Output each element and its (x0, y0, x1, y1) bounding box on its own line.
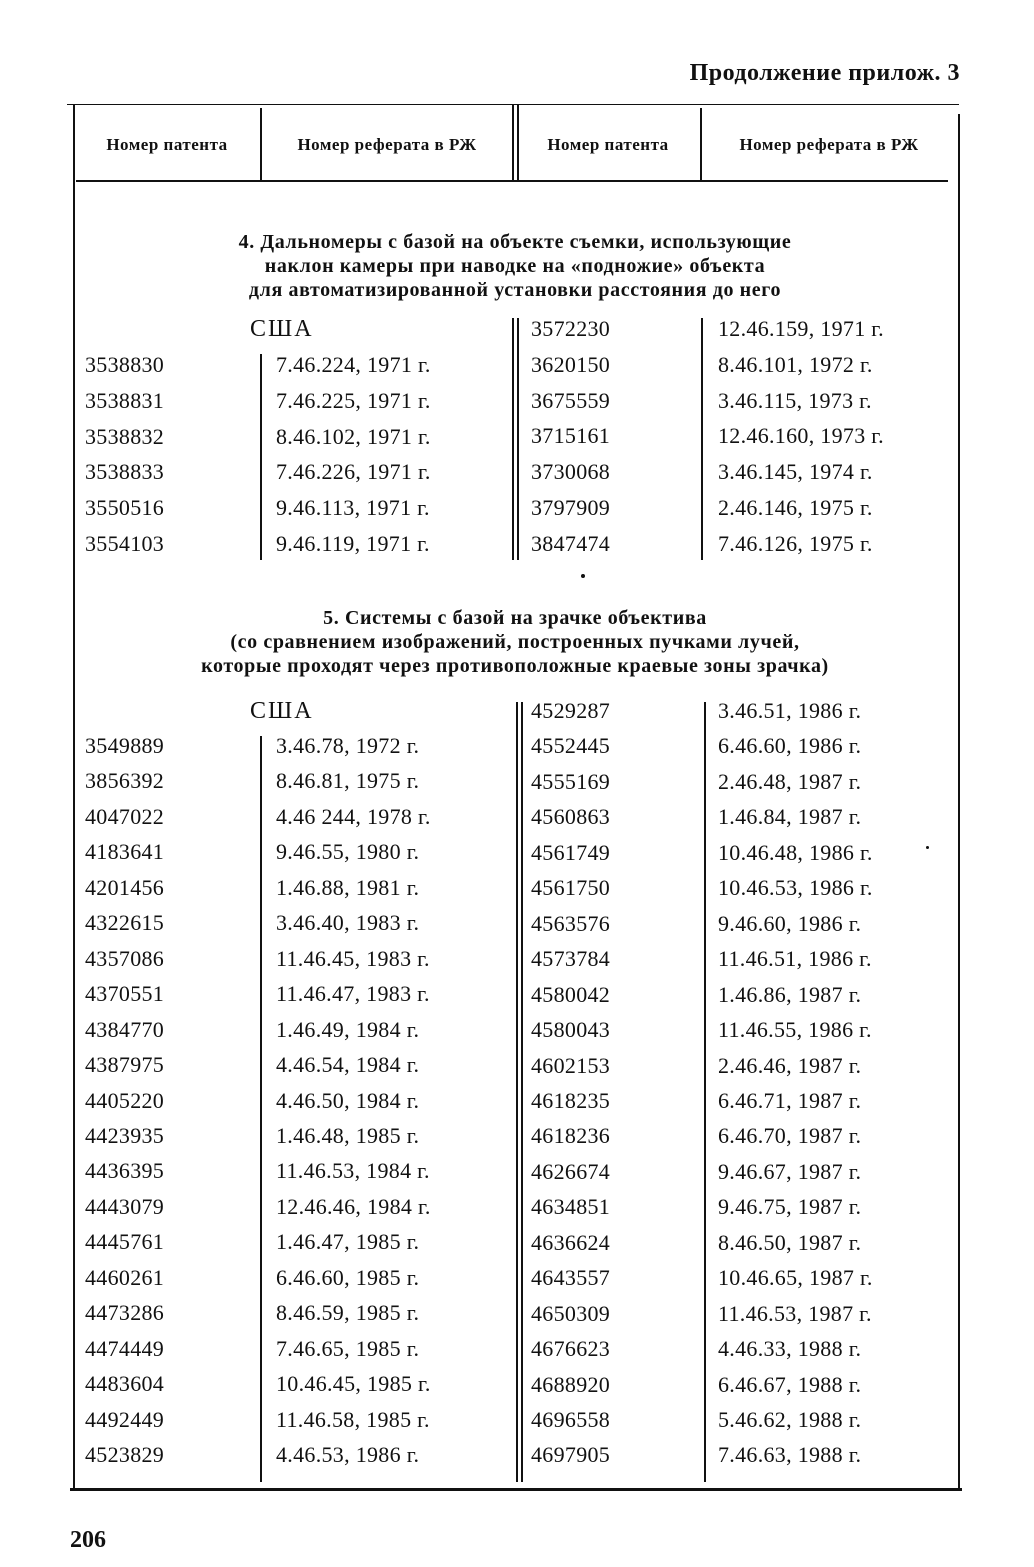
patent-number: 3797909 (531, 495, 611, 520)
abstract-reference: 9.46.67, 1987 г. (718, 1159, 862, 1184)
patent-number: 3549889 (85, 733, 165, 758)
abstract-reference: 9.46.60, 1986 г. (718, 911, 862, 936)
abstract-reference: 4.46 244, 1978 г. (276, 804, 431, 829)
patent-number: 4436395 (85, 1158, 165, 1183)
patent-number: 4384770 (85, 1017, 165, 1042)
patent-number: 4443079 (85, 1194, 165, 1219)
header-patent-number-right: Номер патента (547, 135, 669, 154)
abstract-reference: 11.46.47, 1983 г. (276, 981, 430, 1006)
abstract-reference: 8.46.102, 1971 г. (276, 424, 431, 449)
patent-number: 3856392 (85, 768, 165, 793)
abstract-reference: 11.46.55, 1986 г. (718, 1017, 872, 1042)
patent-number: 4561749 (531, 840, 611, 865)
abstract-reference: 12.46.160, 1973 г. (718, 423, 884, 448)
patent-number: 4561750 (531, 875, 611, 900)
abstract-reference: 9.46.119, 1971 г. (276, 531, 430, 556)
section-title-line: 5. Системы с базой на зрачке объектива (323, 607, 707, 629)
patent-number: 4552445 (531, 733, 611, 758)
abstract-reference: 7.46.65, 1985 г. (276, 1336, 420, 1361)
section-title-line: 4. Дальномеры с базой на объекте съемки, использующие (238, 231, 792, 253)
patent-number: 4676623 (531, 1336, 611, 1361)
patent-number: 3730068 (531, 459, 611, 484)
patent-number: 3538831 (85, 388, 165, 413)
patent-number: 4523829 (85, 1442, 165, 1467)
patent-number: 3538833 (85, 459, 165, 484)
abstract-reference: 6.46.60, 1986 г. (718, 733, 862, 758)
print-speck (926, 846, 929, 849)
patent-number: 3572230 (531, 316, 611, 341)
section-title-line: наклон камеры при наводке на «подножие» объекта (264, 255, 766, 277)
abstract-reference: 11.46.53, 1984 г. (276, 1158, 430, 1183)
abstract-reference: 1.46.88, 1981 г. (276, 875, 420, 900)
abstract-reference: 4.46.53, 1986 г. (276, 1442, 420, 1467)
abstract-reference: 3.46.78, 1972 г. (276, 733, 420, 758)
patent-number: 4580043 (531, 1017, 611, 1042)
abstract-reference: 9.46.55, 1980 г. (276, 839, 420, 864)
abstract-reference: 1.46.48, 1985 г. (276, 1123, 420, 1148)
patent-number: 4602153 (531, 1053, 611, 1078)
section-title-line: для автоматизированной установки расстояния до него (248, 279, 782, 301)
header-patent-number-left: Номер патента (106, 135, 228, 154)
abstract-reference: 4.46.33, 1988 г. (718, 1336, 862, 1361)
header-abstract-number-left: Номер реферата в РЖ (297, 135, 477, 154)
abstract-reference: 1.46.49, 1984 г. (276, 1017, 420, 1042)
patent-number: 4370551 (85, 981, 165, 1006)
abstract-reference: 1.46.86, 1987 г. (718, 982, 862, 1007)
abstract-reference: 8.46.81, 1975 г. (276, 768, 420, 793)
center-column-divider (512, 318, 519, 560)
patent-number: 4474449 (85, 1336, 165, 1361)
abstract-reference: 12.46.159, 1971 г. (718, 316, 884, 341)
section-title-line: которые проходят через противоположные краевые зоны зрачка) (201, 655, 829, 677)
section-5-title (90, 606, 940, 678)
patent-number: 4563576 (531, 911, 611, 936)
abstract-reference: 8.46.101, 1972 г. (718, 352, 873, 377)
section-4-country: США (250, 316, 314, 342)
patent-number: 4618236 (531, 1123, 611, 1148)
abstract-reference: 8.46.59, 1985 г. (276, 1300, 420, 1325)
abstract-reference: 8.46.50, 1987 г. (718, 1230, 862, 1255)
abstract-reference: 10.46.65, 1987 г. (718, 1265, 873, 1290)
abstract-reference: 2.46.48, 1987 г. (718, 769, 862, 794)
patent-number: 4201456 (85, 875, 165, 900)
column-divider (704, 702, 706, 1482)
abstract-reference: 7.46.126, 1975 г. (718, 531, 873, 556)
patent-number: 4423935 (85, 1123, 165, 1148)
patent-number: 3675559 (531, 388, 611, 413)
abstract-reference: 9.46.75, 1987 г. (718, 1194, 862, 1219)
continuation-label: Продолжение прилож. 3 (689, 60, 960, 86)
patent-number: 4322615 (85, 910, 165, 935)
table-bottom-rule (70, 1488, 962, 1491)
patent-number: 4492449 (85, 1407, 165, 1432)
abstract-reference: 7.46.63, 1988 г. (718, 1442, 862, 1467)
abstract-reference: 10.46.45, 1985 г. (276, 1371, 431, 1396)
abstract-reference: 9.46.113, 1971 г. (276, 495, 430, 520)
column-divider (701, 318, 703, 560)
abstract-reference: 2.46.46, 1987 г. (718, 1053, 862, 1078)
abstract-reference: 1.46.47, 1985 г. (276, 1229, 420, 1254)
print-speck (581, 574, 585, 578)
abstract-reference: 7.46.226, 1971 г. (276, 459, 431, 484)
abstract-reference: 7.46.224, 1971 г. (276, 352, 431, 377)
patent-number: 3620150 (531, 352, 611, 377)
abstract-reference: 11.46.51, 1986 г. (718, 946, 872, 971)
patent-number: 4560863 (531, 804, 611, 829)
patent-number: 4697905 (531, 1442, 611, 1467)
patent-number: 4357086 (85, 946, 165, 971)
page-number: 206 (70, 1527, 106, 1553)
section-5-country: США (250, 698, 314, 724)
patent-number: 3715161 (531, 423, 611, 448)
table-left-border (73, 104, 75, 1488)
abstract-reference: 5.46.62, 1988 г. (718, 1407, 862, 1432)
abstract-reference: 11.46.53, 1987 г. (718, 1301, 872, 1326)
patent-number: 4643557 (531, 1265, 611, 1290)
patent-number: 4555169 (531, 769, 611, 794)
header-bottom-rule (76, 180, 948, 182)
abstract-reference: 6.46.60, 1985 г. (276, 1265, 420, 1290)
patent-number: 4636624 (531, 1230, 611, 1255)
patent-number: 4573784 (531, 946, 611, 971)
abstract-reference: 3.46.51, 1986 г. (718, 698, 862, 723)
section-title-line: (со сравнением изображений, построенных пучками лучей, (230, 631, 800, 653)
table-right-border (958, 114, 960, 1488)
abstract-reference: 4.46.50, 1984 г. (276, 1088, 420, 1113)
section-4-title (90, 230, 940, 302)
column-divider (260, 736, 262, 1482)
patent-number: 4618235 (531, 1088, 611, 1113)
patent-number: 4387975 (85, 1052, 165, 1077)
abstract-reference: 3.46.115, 1973 г. (718, 388, 872, 413)
abstract-reference: 6.46.70, 1987 г. (718, 1123, 862, 1148)
abstract-reference: 7.46.225, 1971 г. (276, 388, 431, 413)
abstract-reference: 3.46.40, 1983 г. (276, 910, 420, 935)
patent-number: 4696558 (531, 1407, 611, 1432)
abstract-reference: 6.46.71, 1987 г. (718, 1088, 862, 1113)
patent-number: 3550516 (85, 495, 165, 520)
abstract-reference: 12.46.46, 1984 г. (276, 1194, 431, 1219)
abstract-reference: 11.46.58, 1985 г. (276, 1407, 430, 1432)
patent-number: 4483604 (85, 1371, 165, 1396)
patent-number: 3554103 (85, 531, 165, 556)
patent-number: 4473286 (85, 1300, 165, 1325)
patent-number: 4047022 (85, 804, 165, 829)
patent-number: 4580042 (531, 982, 611, 1007)
abstract-reference: 10.46.48, 1986 г. (718, 840, 873, 865)
abstract-reference: 3.46.145, 1974 г. (718, 459, 873, 484)
patent-number: 3847474 (531, 531, 611, 556)
abstract-reference: 2.46.146, 1975 г. (718, 495, 873, 520)
patent-number: 3538832 (85, 424, 165, 449)
abstract-reference: 1.46.84, 1987 г. (718, 804, 862, 829)
patent-number: 4445761 (85, 1229, 165, 1254)
abstract-reference: 6.46.67, 1988 г. (718, 1372, 862, 1397)
patent-number: 4634851 (531, 1194, 611, 1219)
patent-number: 4650309 (531, 1301, 611, 1326)
abstract-reference: 10.46.53, 1986 г. (718, 875, 873, 900)
header-abstract-number-right: Номер реферата в РЖ (739, 135, 919, 154)
abstract-reference: 11.46.45, 1983 г. (276, 946, 430, 971)
patent-number: 4529287 (531, 698, 611, 723)
patent-number: 3538830 (85, 352, 165, 377)
patent-number: 4405220 (85, 1088, 165, 1113)
patent-number: 4183641 (85, 839, 165, 864)
abstract-reference: 4.46.54, 1984 г. (276, 1052, 420, 1077)
patent-number: 4626674 (531, 1159, 611, 1184)
patent-number: 4460261 (85, 1265, 165, 1290)
patent-number: 4688920 (531, 1372, 611, 1397)
column-divider (260, 354, 262, 560)
center-column-divider (516, 702, 523, 1482)
